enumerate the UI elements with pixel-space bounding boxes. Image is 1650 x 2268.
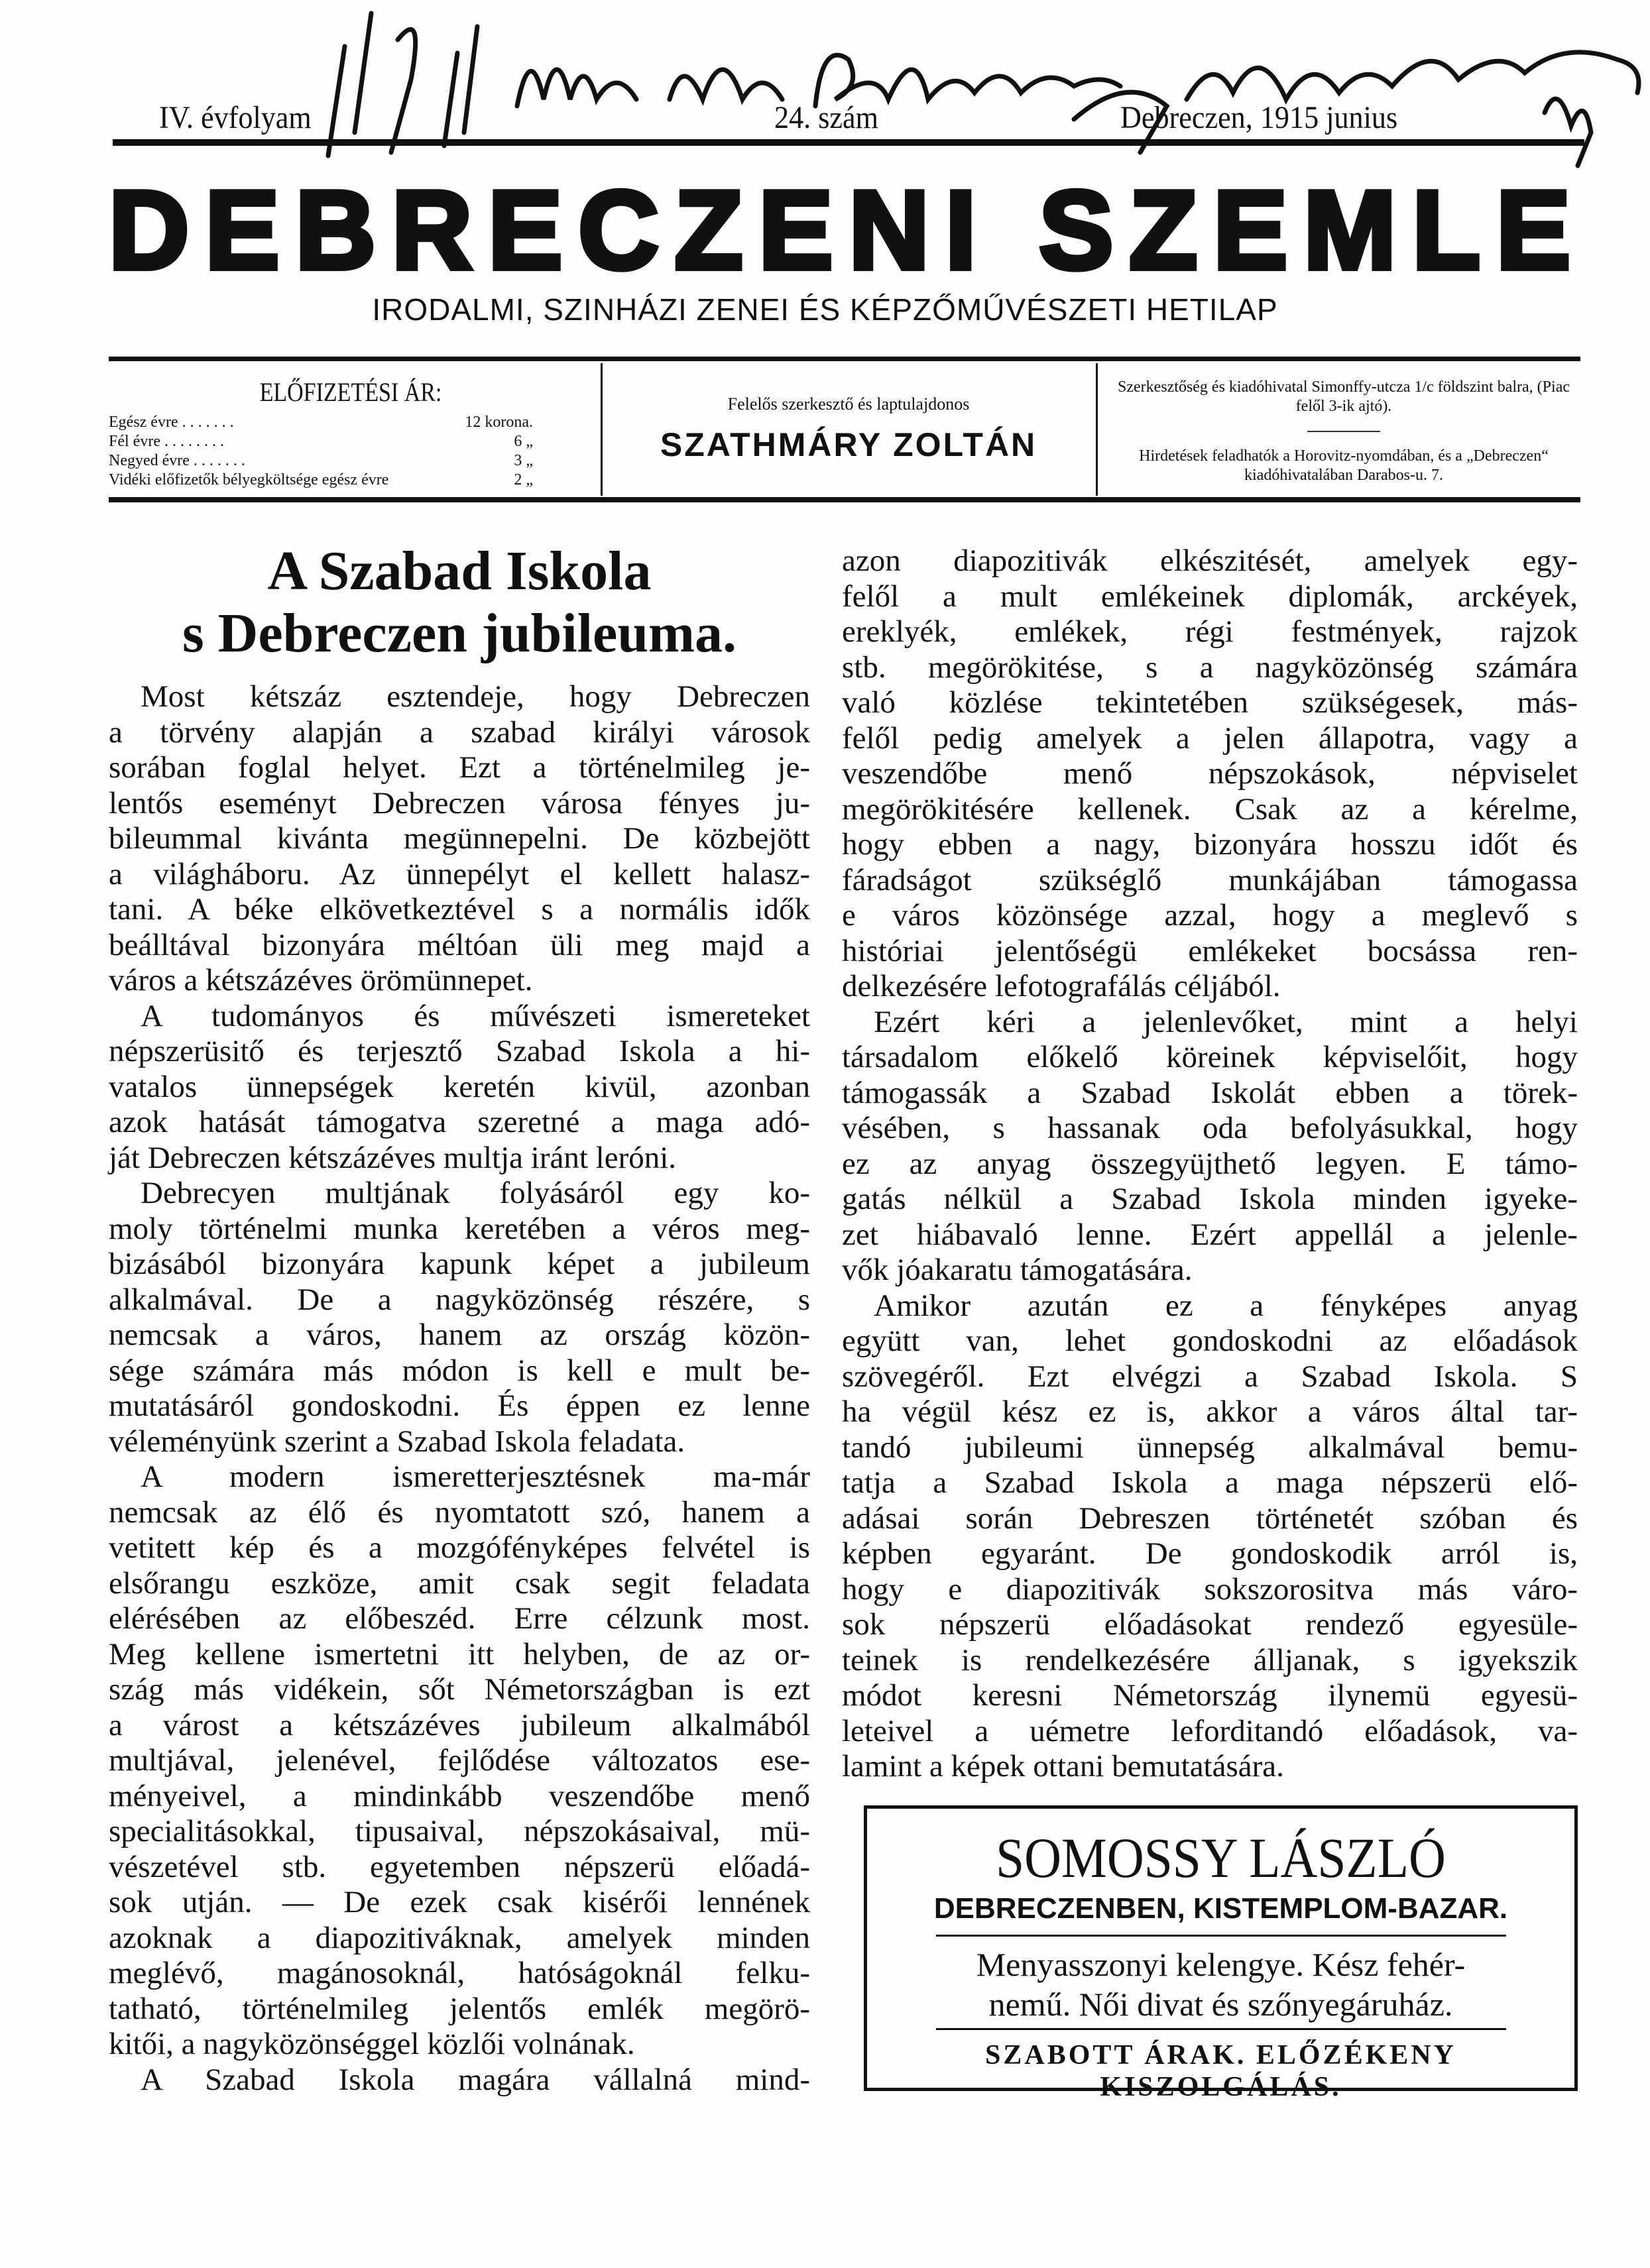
article-text-line: moly történelmi munka keretében a véros meg-	[109, 1211, 810, 1246]
article-text-line: históriai jelentőségü emlékeket bocsássa ren-	[842, 933, 1578, 968]
subscription-row	[109, 471, 593, 490]
subscription-box	[109, 376, 593, 490]
article-text-line: véleményünk szerint a Szabad Iskola feladata.	[109, 1424, 685, 1459]
article-text-line: A Szabad Iskola magára vállalná mind-	[141, 2062, 810, 2097]
subscription-period: Egész évre . . . . . . .	[109, 414, 234, 431]
article-text-line: való közlése tekintetében szükségesek, más-	[842, 685, 1578, 720]
article-text-line: delkezésére lefotografálás céljából.	[842, 969, 1281, 1003]
issue-number: 24. szám	[774, 100, 878, 135]
volume-label: IV. évfolyam	[159, 100, 312, 135]
article-text-line: sok utján. — De ezek csak kisérői lennének	[109, 1885, 810, 1919]
subscription-period: Fél évre . . . . . . . .	[109, 433, 224, 450]
article-text-line: alkalmával. De a nagyközönség részére, s	[109, 1282, 810, 1317]
article-text-line: mutatásáról gondoskodni. És éppen ez lenne	[109, 1389, 810, 1423]
article-text-line: Amikor azután ez a fényképes anyag	[874, 1288, 1578, 1323]
subscription-price: 3 „	[514, 452, 533, 469]
article-text-line: vők jóakaratu támogatására.	[842, 1253, 1193, 1287]
headline-line-2: s Debreczen jubileuma.	[182, 602, 737, 664]
box-divider	[1096, 363, 1098, 496]
article-text-line: zet hiábavaló lenne. Ezért appellál a jelenle-	[842, 1217, 1578, 1252]
article-text-line: képben egyaránt. De gondoskodik arról is,	[842, 1536, 1578, 1571]
article-text-line: felől a mult emlékeinek diplomák, arckéyek,	[842, 579, 1578, 614]
advertisement-box	[864, 1805, 1578, 2102]
article-text-line: vetitett kép és a mozgófényképes felvétel is	[109, 1530, 810, 1565]
article-text-line: tatható, történelmileg jelentős emlék megörö-	[109, 1991, 810, 2026]
subscription-row	[109, 413, 593, 432]
office-divider	[1307, 431, 1380, 432]
article-text-line: társadalom előkelő köreinek képviselőit, hogy	[842, 1040, 1578, 1074]
article-text-line: ha végül kész ez is, akkor a város által tar-	[842, 1394, 1578, 1429]
article-text-line: beálltával bizonyára méltóan üli meg majd a	[109, 927, 810, 962]
box-bottom-rule	[109, 497, 1580, 502]
article-text-line: ményeivel, a mindinkább veszendőbe menő	[109, 1778, 810, 1813]
article-text-line: tandó jubileumi ünnepség alkalmával bemu-	[842, 1430, 1578, 1465]
article-text-line: azoknak a diapozitiváknak, amelyek minden	[109, 1920, 810, 1955]
article-text-line: Most kétszáz esztendeje, hogy Debreczen	[141, 679, 810, 714]
article-text-line: a várost a kétszázéves jubileum alkalmából	[109, 1707, 810, 1742]
article-text-line: szág más vidékein, sőt Németországban is ezt	[109, 1672, 810, 1707]
article-text-line: bileummal kivánta megünnepelni. De közbejött	[109, 821, 810, 856]
article-text-line: A modern ismeretterjesztésnek ma-már	[141, 1459, 810, 1494]
article-text-line: népszerüsitő és terjesztő Szabad Iskola a hi-	[109, 1034, 810, 1068]
article-text-line: gatás nélkül a Szabad Iskola minden igyeke-	[842, 1182, 1578, 1216]
place-date: Debreczen, 1915 junius	[1120, 100, 1398, 135]
office-box	[1108, 378, 1579, 485]
ad-rule	[936, 1935, 1506, 1937]
article-text-line: vatalos ünnepségek keretén kivül, azonban	[109, 1069, 810, 1104]
article-text-line: teinek is rendelkezésére álljanak, s igyekszik	[842, 1642, 1578, 1677]
article-column-right	[842, 543, 1578, 1785]
subscription-period: Negyed évre . . . . . . .	[109, 452, 245, 469]
subscription-price: 12 korona.	[465, 414, 533, 431]
article-text-line: vésében, s hassanak oda befolyásukkal, hogy	[842, 1111, 1578, 1145]
article-text-line: város a kétszázéves örömünnepet.	[109, 963, 533, 997]
office-ads: Hirdetések feladhatók a Horovitz-nyomdában, és a „Debreczen“ kiadóhivatalában Darabos-u. 7.	[1139, 447, 1549, 484]
article-text-line: elsőrangu eszköze, amit csak segit feladata	[109, 1565, 810, 1601]
article-text-line: kitői, a nagyközönséggel közlői volnának.	[109, 2027, 635, 2061]
article-headline	[109, 540, 810, 665]
article-text-line: lentős eseményt Debreczen városa fényes ju-	[109, 785, 810, 821]
article-text-line: sorában foglal helyet. Ezt a történelmileg je-	[109, 750, 810, 785]
article-text-line: Meg kellene ismertetni itt helyben, de az or-	[109, 1636, 810, 1672]
subscription-price: 2 „	[514, 471, 533, 488]
subscription-row	[109, 451, 593, 471]
article-text-line: együtt van, lehet gondoskodni az előadások	[842, 1324, 1578, 1358]
masthead-title-text: DEBRECZENI SZEMLE	[109, 179, 1570, 275]
article-text-line: nemcsak az élő és nyomtatott szó, hanem a	[109, 1495, 810, 1530]
article-text-line: tani. A béke elkövetkeztével s a normális idők	[109, 892, 810, 927]
masthead-subtitle: IRODALMI, SZINHÁZI ZENEI ÉS KÉPZŐMŰVÉSZETI HETILAP	[372, 292, 1278, 327]
office-address: Szerkesztőség és kiadóhivatal Simonffy-utcza 1/c földszint balra, (Piac felől 3-ik ajtó).	[1117, 378, 1570, 415]
header-rule	[113, 139, 1584, 146]
article-text-line: specialitásokkal, tipusaival, népszokásaival, mü-	[109, 1814, 810, 1848]
article-text-line: ez az anyag összegyüjthető legyen. E támo-	[842, 1146, 1578, 1181]
article-text-line: Debrecyen multjának folyásáról egy ko-	[141, 1176, 810, 1210]
article-text-line: felől pedig amelyek a jelen állapotra, vagy a	[842, 720, 1578, 756]
article-text-line: e város közönsége azzal, hogy a meglevő s	[842, 898, 1578, 933]
article-text-line: ereklyék, emlékek, régi festmények, rajzok	[842, 614, 1578, 649]
article-text-line: a világháboru. Az ünnepélyt el kellett halasz-	[109, 856, 810, 891]
ad-footer: SZABOTT ÁRAK. ELŐZÉKENY KISZOLGÁLÁS.	[985, 2040, 1456, 2102]
article-text-line: multjával, jelenével, fejlődése változatos ese-	[109, 1743, 810, 1778]
article-text-line: ját Debreczen kétszázéves multja iránt leróni.	[109, 1140, 677, 1175]
subscription-period: Vidéki előfizetők bélyegköltsége egész évre	[109, 471, 389, 488]
article-text-line: stb. megörökitése, s a nagyközönség számára	[842, 650, 1578, 685]
article-text-line: Ezért kéri a jelenlevőket, mint a helyi	[874, 1004, 1578, 1039]
article-text-line: azon diapozitivák elkészitését, amelyek egy-	[842, 543, 1578, 578]
box-divider	[601, 363, 603, 496]
article-text-line: bizásából bizonyára kapunk képet a jubileum	[109, 1247, 810, 1281]
article-text-line: elérésében az előbeszéd. Erre célzunk most.	[109, 1601, 810, 1636]
article-text-line: módot keresni Németország ilynemü egyesü-	[842, 1678, 1578, 1713]
subscription-price: 6 „	[514, 433, 533, 450]
article-text-line: adásai során Debreszen történetét szóban és	[842, 1501, 1578, 1536]
article-text-line: sok népszerü előadásokat rendező egyesüle-	[842, 1607, 1578, 1642]
article-text-line: megörökitésére kellenek. Csak az a kérelme,	[842, 791, 1578, 826]
headline-line-1: A Szabad Iskola	[267, 540, 652, 602]
article-text-line: sége számára más módon is kell e mult be-	[109, 1353, 810, 1388]
article-text-line: hogy ebben a nagy, bizonyára hosszu időt és	[842, 827, 1578, 862]
article-text-line: azok hatását támogatva szeretné a maga adó-	[109, 1105, 810, 1139]
article-text-line: A tudományos és művészeti ismereteket	[141, 998, 810, 1033]
article-text-line: vészetével stb. egyetemben népszerü előadá-	[109, 1849, 810, 1884]
article-text-line: hogy e diapozitivák sokszorositva más váro-	[842, 1571, 1578, 1607]
editor-box	[603, 394, 1094, 464]
ad-line-1: Menyasszonyi kelengye. Kész fehér-	[976, 1946, 1466, 1983]
ad-line-2: nemű. Női divat és szőnyegáruház.	[988, 1986, 1453, 2023]
article-text-line: leteivel a uémetre leforditandó előadások, va-	[842, 1713, 1578, 1748]
handwritten-annotation	[0, 0, 1650, 172]
editor-name: SZATHMÁRY ZOLTÁN	[660, 426, 1037, 463]
article-text-line: a törvény alapján a szabad királyi városok	[109, 714, 810, 750]
article-text-line: lamint a képek ottani bemutatására.	[842, 1749, 1284, 1784]
box-top-rule	[109, 357, 1580, 361]
article-text-line: meglévő, magánosoknál, hatóságoknál felku-	[109, 1956, 810, 1990]
subscription-heading: ELŐFIZETÉSI ÁR:	[259, 377, 442, 407]
article-text-line: fáradságot szükséglő munkájában támogassa	[842, 862, 1578, 897]
editor-label: Felelős szerkesztő és laptulajdonos	[727, 394, 970, 414]
subscription-row	[109, 432, 593, 451]
article-text-line: veszendőbe menő népszokások, népviselet	[842, 756, 1578, 791]
ad-rule	[936, 2028, 1506, 2030]
ad-name: SOMOSSY LÁSZLÓ	[996, 1826, 1446, 1890]
article-text-line: szövegéről. Ezt elvégzi a Szabad Iskola. S	[842, 1359, 1578, 1394]
article-text-line: támogassák a Szabad Iskolát ebben a törek-	[842, 1075, 1578, 1110]
article-column-left	[109, 679, 810, 2098]
ad-location: DEBRECZENBEN, KISTEMPLOM-BAZAR.	[933, 1892, 1508, 1925]
article-text-line: nemcsak a város, hanem az ország közön-	[109, 1318, 810, 1352]
article-text-line: tatja a Szabad Iskola a maga népszerü elő-	[842, 1465, 1578, 1500]
masthead-title	[109, 179, 1574, 275]
